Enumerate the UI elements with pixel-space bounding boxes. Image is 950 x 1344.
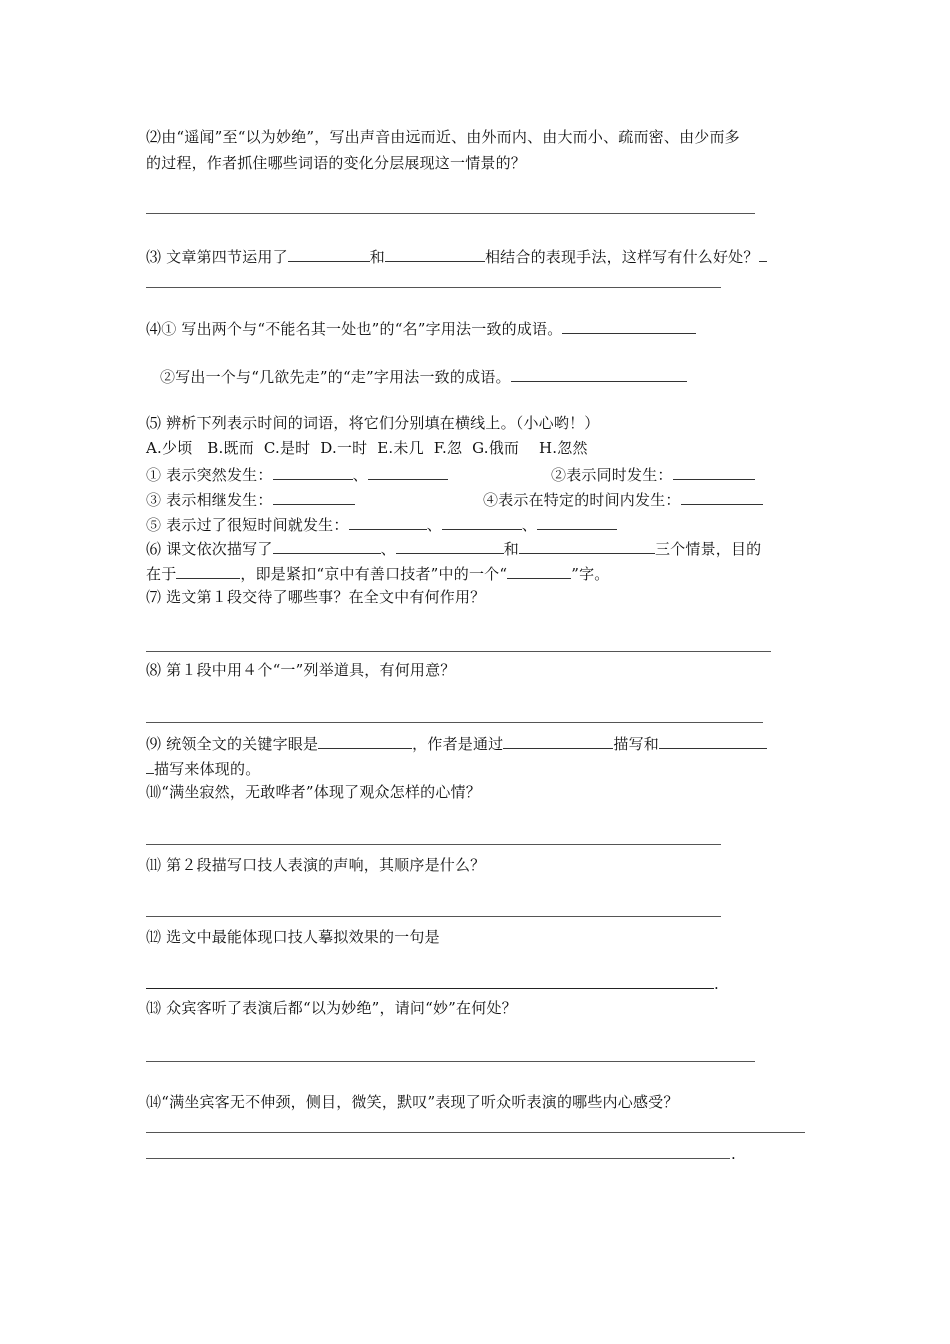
q4-sub2-blank[interactable] — [511, 366, 687, 382]
q6-text-2: 和 — [503, 540, 519, 558]
q8-question: ⑻ 第１段中用４个“一”列举道具，有何用意？ — [146, 661, 456, 679]
q13-question: ⒀ 众宾客听了表演后都“以为妙绝”，请问“妙”在何处？ — [146, 999, 517, 1017]
q5-r1-blank-3[interactable] — [673, 464, 755, 480]
q9-line2 — [146, 758, 260, 779]
q9-line1 — [146, 733, 767, 754]
q2-line2: 的过程，作者抓住哪些词语的变化分层展现这一情景的？ — [146, 154, 527, 172]
q13-answer-line[interactable] — [146, 1061, 755, 1062]
q3-blank-2[interactable] — [385, 246, 485, 262]
q5-r1a-label: ① 表示突然发生： — [146, 466, 273, 484]
q9-text-1: ⑼ 统领全文的关键字眼是 — [146, 735, 319, 753]
q5-r2b-label: ④表示在特定的时间内发生： — [483, 491, 681, 509]
q5-r2-blank-2[interactable] — [681, 489, 763, 505]
q6-line1 — [146, 538, 761, 559]
q6-blank-1[interactable] — [273, 538, 381, 554]
q5-r1b-label: ②表示同时发生： — [551, 466, 673, 484]
q14-answer-line-1[interactable] — [146, 1132, 805, 1133]
q7-question: ⑺ 选文第１段交待了哪些事？在全文中有何作用？ — [146, 588, 486, 606]
q5-row2-left — [146, 489, 355, 510]
q14-question: ⒁“满坐宾客无不伸颈，侧目，微笑，默叹”表现了听众听表演的哪些内心感受？ — [146, 1093, 679, 1111]
q12-period: . — [714, 975, 719, 993]
q6-blank-5[interactable] — [507, 563, 571, 579]
q8-answer-line[interactable] — [146, 722, 763, 723]
q2-line1: ⑵由“遥闻”至“以为妙绝”，写出声音由远而近、由外而内、由大而小、疏而密、由少而多 — [146, 128, 740, 146]
q9-blank-1[interactable] — [318, 733, 412, 749]
q6-text-1: ⑹ 课文依次描写了 — [146, 540, 273, 558]
q7-answer-line[interactable] — [146, 651, 771, 652]
q4-sub1-blank[interactable] — [562, 318, 696, 334]
q4-sub2 — [160, 366, 687, 387]
q5-r3-blank-2[interactable] — [442, 514, 522, 530]
q9-text-4: 描写来体现的。 — [154, 760, 261, 778]
q3-blank-1[interactable] — [288, 246, 370, 262]
q5-r3-sep-2: 、 — [521, 516, 537, 534]
q11-answer-line[interactable] — [146, 916, 721, 917]
q2-answer-line[interactable] — [146, 213, 755, 214]
q5-row1-right — [551, 464, 755, 485]
q11-question: ⑾ 第２段描写口技人表演的声响，其顺序是什么？ — [146, 856, 486, 874]
q5-prompt: ⑸ 辨析下列表示时间的词语，将它们分别填在横线上。（小心哟！） — [146, 414, 600, 432]
q6-blank-2[interactable] — [396, 538, 504, 554]
q3-line — [146, 246, 767, 267]
q6-text-5: ，即是紧扣“京中有善口技者”中的一个“ — [240, 565, 508, 583]
q6-blank-4[interactable] — [176, 563, 240, 579]
q5-r3a-label: ⑤ 表示过了很短时间就发生： — [146, 516, 349, 534]
q6-sep-1: 、 — [380, 540, 396, 558]
q5-row2-right — [483, 489, 763, 510]
q9-blank-2[interactable] — [503, 733, 613, 749]
q9-text-2: ，作者是通过 — [412, 735, 504, 753]
q6-line2 — [146, 563, 610, 584]
q5-r3-blank-1[interactable] — [349, 514, 427, 530]
q3-text-2: 和 — [369, 248, 385, 266]
q5-r3-blank-3[interactable] — [537, 514, 617, 530]
q5-r2-blank-1[interactable] — [273, 489, 355, 505]
q5-r1-blank-2[interactable] — [368, 464, 448, 480]
q5-r2a-label: ③ 表示相继发生： — [146, 491, 273, 509]
q6-text-4: 在于 — [146, 565, 177, 583]
q3-answer-line[interactable] — [146, 287, 721, 288]
q5-row1-left — [146, 464, 448, 485]
q3-blank-3[interactable] — [759, 246, 767, 262]
q9-text-3: 描写和 — [613, 735, 659, 753]
q5-r1-sep: 、 — [352, 466, 368, 484]
q12-question: ⑿ 选文中最能体现口技人摹拟效果的一句是 — [146, 928, 440, 946]
q3-text-3: 相结合的表现手法，这样写有什么好处？ — [484, 248, 759, 266]
q9-blank-4[interactable] — [146, 758, 154, 774]
q5-row3 — [146, 514, 617, 535]
q9-blank-3[interactable] — [659, 733, 767, 749]
q5-r1-blank-1[interactable] — [273, 464, 353, 480]
q4-sub2-text: ②写出一个与“几欲先走”的“走”字用法一致的成语。 — [160, 368, 511, 386]
q4-sub1 — [146, 318, 696, 339]
q4-sub1-text: ⑷① 写出两个与“不能名其一处也”的“名”字用法一致的成语。 — [146, 320, 563, 338]
q10-question: ⑽“满坐寂然，无敢哗者”体现了观众怎样的心情？ — [146, 783, 481, 801]
q6-text-6: ”字。 — [571, 565, 610, 583]
q3-text-1: ⑶ 文章第四节运用了 — [146, 248, 288, 266]
q10-answer-line[interactable] — [146, 844, 721, 845]
q6-blank-3[interactable] — [519, 538, 655, 554]
q14-period: . — [731, 1145, 736, 1163]
q5-r3-sep-1: 、 — [426, 516, 442, 534]
q12-answer-line[interactable] — [146, 988, 714, 989]
q5-options: A.少顷 B.既而 C.是时 D.一时 E.未几 F.忽 G.俄而 H.忽然 — [146, 439, 588, 457]
q14-answer-line-2[interactable] — [146, 1158, 730, 1159]
q6-text-3: 三个情景，目的 — [654, 540, 762, 558]
